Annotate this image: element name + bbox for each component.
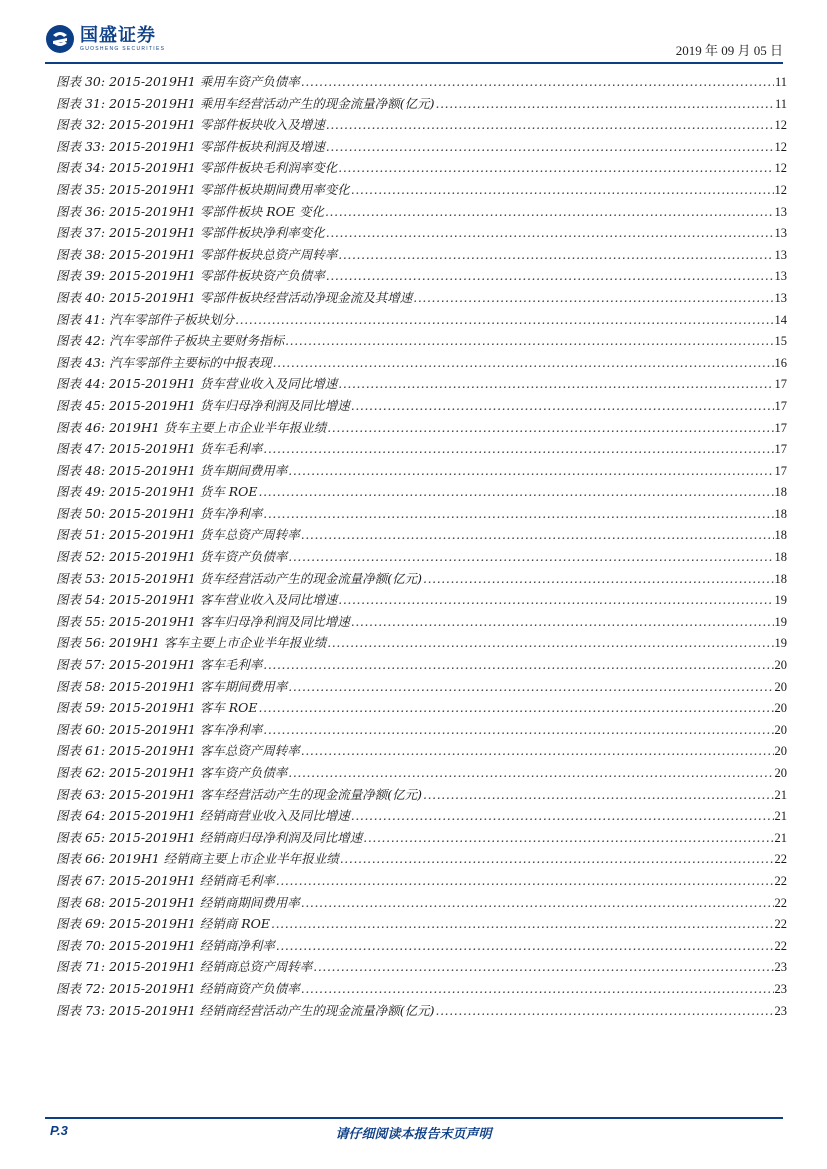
toc-entry-page: 17 (774, 377, 787, 392)
toc-entry-label: 图表 33: 2015-2019H1 零部件板块利润及增速 (56, 138, 325, 154)
toc-entry[interactable] (56, 395, 787, 417)
toc-leader-dots (423, 784, 774, 806)
toc-entry-label: 图表 70: 2015-2019H1 经销商净利率 (56, 937, 275, 953)
toc-entry[interactable] (56, 438, 787, 460)
toc-entry[interactable] (56, 244, 787, 266)
toc-entry[interactable] (56, 373, 787, 395)
toc-entry[interactable] (56, 805, 787, 827)
toc-leader-dots (288, 546, 773, 568)
toc-entry-page: 23 (774, 1003, 787, 1018)
toc-entry-label: 图表 43: 汽车零部件主要标的中报表现 (56, 354, 272, 370)
toc-entry-label: 图表 72: 2015-2019H1 经销商资产负债率 (56, 980, 300, 996)
toc-entry-label: 图表 57: 2015-2019H1 客车毛利率 (56, 657, 263, 673)
toc-entry[interactable] (56, 524, 787, 546)
report-date: 2019 年 09 月 05 日 (675, 43, 783, 58)
disclaimer-note: 请仔细阅读本报告末页声明 (335, 1127, 492, 1142)
toc-entry-label: 图表 49: 2015-2019H1 货车 ROE (56, 484, 258, 500)
toc-entry[interactable] (56, 654, 787, 676)
toc-entry[interactable] (56, 611, 787, 633)
toc-entry-page: 13 (774, 247, 787, 262)
toc-entry-label: 图表 51: 2015-2019H1 货车总资产周转率 (56, 527, 300, 543)
toc-entry-label: 图表 55: 2015-2019H1 客车归母净利润及同比增速 (56, 613, 350, 629)
toc-entry-page: 20 (774, 722, 787, 737)
toc-entry[interactable] (56, 287, 787, 309)
toc-entry[interactable] (56, 481, 787, 503)
toc-leader-dots (326, 265, 774, 287)
toc-leader-dots (276, 935, 774, 957)
toc-entry[interactable] (56, 762, 787, 784)
toc-entry-page: 17 (774, 398, 787, 413)
toc-entry[interactable] (56, 157, 787, 179)
toc-entry-label: 图表 30: 2015-2019H1 乘用车资产负债率 (56, 74, 300, 89)
toc-leader-dots (288, 676, 773, 698)
toc-entry[interactable] (56, 676, 787, 698)
toc-entry-page: 22 (774, 938, 787, 953)
toc-leader-dots (351, 395, 774, 417)
toc-entry-page: 23 (774, 960, 787, 975)
toc-entry-page: 11 (774, 96, 787, 111)
toc-entry[interactable] (56, 222, 787, 244)
toc-entry[interactable] (56, 719, 787, 741)
toc-entry[interactable] (56, 114, 787, 136)
toc-entry-label: 图表 32: 2015-2019H1 零部件板块收入及增速 (56, 117, 325, 133)
toc-entry-label: 图表 56: 2019H1 客车主要上市企业半年报业绩 (56, 635, 327, 651)
toc-entry-label: 图表 62: 2015-2019H1 客车资产负债率 (56, 765, 288, 780)
toc-entry-label: 图表 35: 2015-2019H1 零部件板块期间费用率变化 (56, 181, 350, 197)
toc-entry-page: 20 (774, 679, 787, 694)
logo-chinese-name: 国盛证券 (80, 24, 156, 46)
toc-leader-dots (263, 654, 773, 676)
toc-leader-dots (423, 568, 774, 590)
toc-entry-page: 13 (774, 204, 787, 219)
toc-entry[interactable] (56, 201, 787, 223)
logo-english-name: GUOSHENG SECURITIES (80, 45, 166, 52)
toc-entry[interactable] (56, 568, 787, 590)
toc-entry-page: 17 (774, 442, 787, 457)
toc-leader-dots (351, 611, 774, 633)
toc-entry-label: 图表 61: 2015-2019H1 客车总资产周转率 (56, 743, 300, 759)
toc-entry-page: 22 (774, 873, 787, 888)
toc-entry-page: 19 (774, 593, 787, 608)
toc-entry-label: 图表 58: 2015-2019H1 客车期间费用率 (56, 678, 288, 694)
toc-entry-label: 图表 66: 2019H1 经销商主要上市企业半年报业绩 (56, 851, 339, 867)
toc-leader-dots (327, 417, 773, 439)
toc-entry[interactable] (56, 848, 787, 870)
toc-leader-dots (326, 222, 774, 244)
toc-leader-dots (259, 697, 774, 719)
toc-leader-dots (301, 978, 774, 1000)
toc-entry[interactable] (56, 956, 787, 978)
toc-leader-dots (363, 827, 773, 849)
toc-entry[interactable] (56, 309, 787, 331)
toc-entry-label: 图表 69: 2015-2019H1 经销商 ROE (56, 916, 270, 932)
toc-leader-dots (273, 352, 774, 374)
toc-entry-page: 12 (774, 182, 787, 197)
toc-leader-dots (271, 913, 774, 935)
toc-entry[interactable] (56, 870, 787, 892)
toc-leader-dots (263, 719, 773, 741)
toc-entry[interactable] (56, 632, 787, 654)
toc-entry-page: 20 (774, 658, 787, 673)
toc-entry-page: 11 (774, 75, 787, 89)
toc-entry-label: 图表 59: 2015-2019H1 客车 ROE (56, 700, 258, 716)
toc-entry-page: 16 (774, 355, 787, 370)
toc-entry-label: 图表 63: 2015-2019H1 客车经营活动产生的现金流量净额(亿元) (56, 786, 422, 802)
toc-entry-page: 23 (774, 981, 787, 996)
toc-entry[interactable] (56, 179, 787, 201)
toc-leader-dots (338, 157, 773, 179)
toc-entry-page: 20 (774, 701, 787, 716)
toc-leader-dots (326, 136, 774, 158)
toc-leader-dots (259, 481, 774, 503)
toc-entry-page: 12 (774, 161, 787, 176)
toc-entry-page: 21 (774, 809, 787, 824)
toc-leader-dots (338, 589, 773, 611)
toc-entry[interactable] (56, 546, 787, 568)
toc-entry-page: 17 (774, 463, 787, 478)
toc-entry-page: 22 (774, 852, 787, 867)
toc-entry-label: 图表 65: 2015-2019H1 经销商归母净利润及同比增速 (56, 829, 363, 845)
toc-entry-page: 18 (774, 528, 787, 543)
toc-leader-dots (313, 956, 773, 978)
toc-leader-dots (351, 179, 774, 201)
toc-leader-dots (325, 201, 774, 223)
toc-entry-page: 21 (774, 830, 787, 845)
toc-leader-dots (276, 870, 774, 892)
toc-leader-dots (340, 848, 774, 870)
toc-entry[interactable] (56, 913, 787, 935)
toc-entry[interactable] (56, 417, 787, 439)
toc-entry-label: 图表 39: 2015-2019H1 零部件板块资产负债率 (56, 268, 325, 284)
toc-leader-dots (326, 114, 774, 136)
toc-entry-label: 图表 53: 2015-2019H1 货车经营活动产生的现金流量净额(亿元) (56, 570, 422, 586)
toc-leader-dots (263, 503, 773, 525)
toc-entry-page: 22 (774, 895, 787, 910)
toc-entry[interactable] (56, 136, 787, 158)
toc-entry[interactable] (56, 589, 787, 611)
company-logo (45, 24, 165, 54)
toc-entry-page: 13 (774, 290, 787, 305)
footer-divider (45, 1117, 783, 1119)
toc-entry-page: 20 (774, 744, 787, 759)
toc-entry-label: 图表 41: 汽车零部件子板块划分 (56, 311, 235, 327)
toc-entry-page: 18 (774, 550, 787, 565)
toc-entry-label: 图表 42: 汽车零部件子板块主要财务指标 (56, 333, 285, 349)
toc-leader-dots (301, 524, 774, 546)
toc-entry-label: 图表 73: 2015-2019H1 经销商经营活动产生的现金流量净额(亿元) (56, 1002, 435, 1018)
page-number: P.3 (50, 1123, 68, 1138)
toc-entry-page: 19 (774, 614, 787, 629)
toc-entry-label: 图表 50: 2015-2019H1 货车净利率 (56, 505, 263, 521)
toc-entry[interactable] (56, 460, 787, 482)
toc-leader-dots (338, 373, 773, 395)
toc-entry[interactable] (56, 978, 787, 1000)
toc-leader-dots (436, 1000, 774, 1022)
toc-entry-label: 图表 37: 2015-2019H1 零部件板块净利率变化 (56, 225, 325, 241)
toc-entry-label: 图表 36: 2015-2019H1 零部件板块 ROE 变化 (56, 203, 324, 219)
toc-leader-dots (301, 892, 774, 914)
toc-leader-dots (288, 762, 773, 784)
toc-entry-page: 13 (774, 269, 787, 284)
toc-entry-page: 18 (774, 506, 787, 521)
toc-leader-dots (338, 244, 773, 266)
toc-entry-label: 图表 47: 2015-2019H1 货车毛利率 (56, 441, 263, 457)
toc-entry[interactable] (56, 93, 787, 115)
toc-leader-dots (301, 71, 774, 93)
toc-entry-label: 图表 71: 2015-2019H1 经销商总资产周转率 (56, 959, 313, 975)
toc-entry-page: 21 (774, 787, 787, 802)
toc-entry-label: 图表 60: 2015-2019H1 客车净利率 (56, 721, 263, 737)
toc-entry-label: 图表 34: 2015-2019H1 零部件板块毛利润率变化 (56, 160, 338, 176)
toc-entry[interactable] (56, 352, 787, 374)
toc-entry[interactable] (56, 784, 787, 806)
toc-entry-label: 图表 54: 2015-2019H1 客车营业收入及同比增速 (56, 592, 338, 608)
figure-index-list (56, 71, 787, 1021)
toc-entry-label: 图表 48: 2015-2019H1 货车期间费用率 (56, 462, 288, 478)
toc-entry[interactable] (56, 697, 787, 719)
toc-entry-page: 22 (774, 917, 787, 932)
toc-leader-dots (351, 805, 774, 827)
toc-entry[interactable] (56, 740, 787, 762)
toc-entry-label: 图表 38: 2015-2019H1 零部件板块总资产周转率 (56, 246, 338, 262)
toc-leader-dots (413, 287, 773, 309)
toc-entry[interactable] (56, 71, 787, 93)
toc-entry[interactable] (56, 827, 787, 849)
toc-entry-label: 图表 52: 2015-2019H1 货车资产负债率 (56, 549, 288, 565)
toc-entry-page: 14 (774, 312, 787, 327)
toc-entry-page: 12 (774, 118, 787, 133)
toc-entry[interactable] (56, 330, 787, 352)
toc-leader-dots (235, 309, 773, 331)
toc-leader-dots (288, 460, 773, 482)
toc-entry-page: 13 (774, 226, 787, 241)
toc-entry[interactable] (56, 935, 787, 957)
toc-entry-page: 17 (774, 420, 787, 435)
toc-leader-dots (327, 632, 773, 654)
toc-entry[interactable] (56, 892, 787, 914)
toc-leader-dots (285, 330, 773, 352)
toc-leader-dots (436, 93, 774, 115)
toc-leader-dots (301, 740, 774, 762)
toc-entry-label: 图表 40: 2015-2019H1 零部件板块经营活动净现金流及其增速 (56, 289, 413, 305)
toc-entry-page: 18 (774, 485, 787, 500)
toc-entry-label: 图表 64: 2015-2019H1 经销商营业收入及同比增速 (56, 808, 350, 824)
toc-entry-label: 图表 46: 2019H1 货车主要上市企业半年报业绩 (56, 419, 327, 435)
toc-entry-page: 19 (774, 636, 787, 651)
toc-entry-page: 12 (774, 139, 787, 154)
toc-entry-page: 20 (774, 766, 787, 780)
toc-leader-dots (263, 438, 773, 460)
toc-entry[interactable] (56, 265, 787, 287)
toc-entry[interactable] (56, 1000, 787, 1022)
page-header (45, 22, 783, 62)
toc-entry-label: 图表 68: 2015-2019H1 经销商期间费用率 (56, 894, 300, 910)
toc-entry-label: 图表 31: 2015-2019H1 乘用车经营活动产生的现金流量净额(亿元) (56, 95, 435, 111)
toc-entry-page: 15 (774, 334, 787, 349)
toc-entry-label: 图表 67: 2015-2019H1 经销商毛利率 (56, 872, 275, 888)
toc-entry[interactable] (56, 503, 787, 525)
toc-entry-page: 18 (774, 571, 787, 586)
toc-entry-label: 图表 45: 2015-2019H1 货车归母净利润及同比增速 (56, 397, 350, 413)
logo-mark-icon (45, 24, 75, 54)
toc-entry-label: 图表 44: 2015-2019H1 货车营业收入及同比增速 (56, 376, 338, 392)
header-divider (45, 62, 783, 64)
